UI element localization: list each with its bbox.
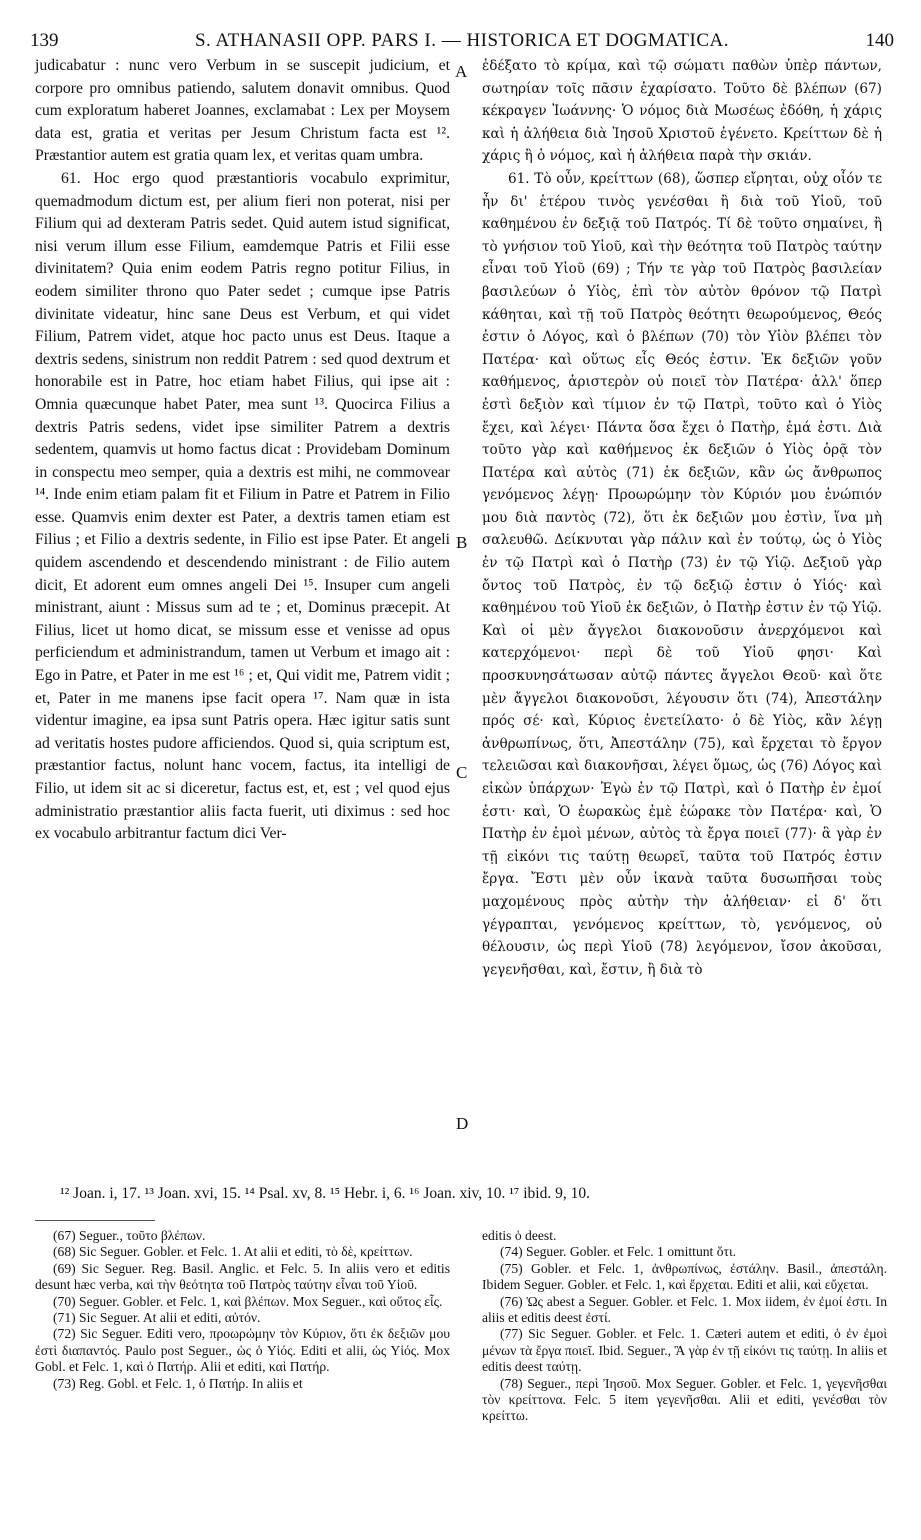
greek-paragraph-2: 61. Τὸ οὖν, κρείττων (68), ὥσπερ εἴρηται, οὐχ οἷόν τε ἦν δι' ἑτέρου τινὸς γενέσθαι ἢ διὰ τοῦ Υἱοῦ, τοῦ καθημένου ἐν δεξιᾷ τοῦ Πατρός. Τί δὲ τοῦτο σημαίνει, ἢ τὸ γνήσιον τοῦ Υἱοῦ, καὶ τὴν θεότητα τοῦ Πατρὸς ταύτην εἶναι τοῦ Υἱοῦ (69) ; Τήν τε γὰρ τοῦ Πατρὸς βασιλείαν βασιλεύων ὁ Υἱὸς, ἐπὶ τὸν αὐτὸν θρόνον τῷ Πατρὶ κάθηται, καὶ τῇ τοῦ Πατρὸς θεότητι θεωρούμενος, Θεός ἐστιν ὁ Λόγος, καὶ ὁ βλέπων (70) τὸν Υἱὸν βλέπει τὸν Πατέρα· καὶ οὕτως εἷς Θεός ἐστιν. Ἐκ δεξιῶν γοῦν καθήμενος, ἀριστερὸν οὐ ποιεῖ τὸν Πατέρα· ἀλλ' ὅπερ ἐστὶ δεξιὸν καὶ τίμιον ἐν τῷ Πατρὶ, τοῦτο καὶ ὁ Υἱὸς ἔχει, καὶ λέγει· Πάντα ὅσα ἔχει ὁ Πατὴρ, ἐμά ἐστι. Διὰ τοῦτο γὰρ καὶ καθήμενος ἐκ δεξιῶν ὁ Υἱὸς ὁρᾷ τὸν Πατέρα καὶ αὐτὸς (71) ἐκ δεξιῶν, κἂν ὡς ἄνθρωπος γενόμενος λέγῃ· Προωρώμην τὸν Κύριόν μου ἐνώπιόν μου διὰ παντὸς (72), ὅτι ἐκ δεξιῶν μου ἐστὶν, ἵνα μὴ σαλευθῶ. Δείκνυται γὰρ πάλιν καὶ ἐν τούτῳ, ὡς ὁ Υἱὸς ἐν τῷ Πατρὶ καὶ ὁ Πατὴρ (73) ἐν τῷ Υἱῷ. Δεξιοῦ γὰρ ὄντος τοῦ Πατρὸς, ἐν τῷ δεξιῷ ἐστιν ὁ Υἱός· καὶ καθημένου τοῦ Υἱοῦ ἐκ δεξιῶν, ὁ Πατὴρ ἐστιν ἐν τῷ Υἱῷ. Καὶ οἱ μὲν ἄγγελοι διακονοῦσιν ἀνερχόμενοι καὶ κατερχόμενοι· περὶ δὲ τοῦ Υἱοῦ φησι· Καὶ προσκυνησάτωσαν αὐτῷ πάντες ἄγγελοι Θεοῦ· καὶ ὅτε μὲν ἄγγελοι διακονοῦσι, λέγουσιν ὅτι (74), Ἀπεστάλην πρός σέ· καὶ, Κύριος ἐνετείλατο· ὁ δὲ Υἱὸς, κἂν λέγῃ ἀνθρωπίνως, ὅτι, Ἀπεστάλην (75), καὶ ἔρχεται τὸ ἔργον τελειῶσαι καὶ διακονῆσαι, λέγει ὅμως, ὡς (76) Λόγος καὶ εἰκὼν ὑπάρχων· Ἐγὼ ἐν τῷ Πατρὶ, καὶ ὁ Πατὴρ ἐν ἐμοί ἐστι· καὶ, Ὁ ἑωρακὼς ἐμὲ ἑώρακε τὸν Πατέρα· καὶ, Ὁ Πατὴρ ἐν ἐμοὶ μένων, αὐτὸς τὰ ἔργα ποιεῖ (77)· ἃ γὰρ ἐν τῇ εἰκόνι τις ταύτῃ θεωρεῖ, ταῦτα τοῦ Πατρός ἐστιν ἔργα. Ἔστι μὲν οὖν ἱκανὰ ταῦτα δυσωπῆσαι τοὺς μαχομένους πρὸς αὐτὴν τὴν ἀλήθειαν· εἰ δ' ὅτι γέγραπται, γενόμενος κρείττων, τὸ, γενόμενος, οὐ θέλουσιν, ὡς περὶ Υἱοῦ (78) λεγόμενον, ἴσον ἀκοῦσαι, γεγενῆσθαι, καὶ, ἔστιν, ἢ διὰ τὸ — [482, 170, 882, 978]
running-title: S. ATHANASII OPP. PARS I. — HISTORICA ET DOGMATICA. — [194, 30, 730, 51]
scripture-references: ¹² Joan. i, 17. ¹³ Joan. xvi, 15. ¹⁴ Psal. xv, 8. ¹⁵ Hebr. i, 6. ¹⁶ Joan. xiv, 10. ¹⁷ ibid. 9, 10. — [60, 1185, 590, 1202]
footnote: (74) Seguer. Gobler. et Felc. 1 omittunt ὅτι. — [500, 1244, 737, 1260]
footnote: (69) Sic Seguer. Reg. Basil. Anglic. et Felc. 5. In aliis vero et editis desunt hæc verba, καὶ τὴν θεότητα τοῦ Πατρὸς ταύτην εἶναι τοῦ Υἱοῦ. — [35, 1260, 450, 1293]
footnotes-left — [35, 1228, 450, 1392]
footnotes-right — [482, 1228, 887, 1425]
footnote: (71) Sic Seguer. At alii et editi, αὐτόν. — [53, 1310, 261, 1326]
running-header — [30, 30, 894, 56]
page-number-right: 140 — [865, 30, 894, 51]
footnote: (67) Seguer., τοῦτο βλέπων. — [53, 1228, 206, 1243]
footnote-rule — [35, 1220, 155, 1221]
footnote: (72) Sic Seguer. Editi vero, προωρώμην τὸν Κύριον, ὅτι ἐκ δεξιῶν μου ἐστὶ διαπαντός. Paulo post Seguer., ὡς ὁ Υἱός. Editi et alii, ὡς Υἱός. Mox Gobl. et Felc. 1, καὶ ὁ Πατήρ. Alii et editi, καὶ Πατήρ. — [35, 1326, 450, 1375]
latin-column — [35, 55, 450, 846]
footnote: editis ὁ deest. — [482, 1228, 557, 1243]
footnote: (78) Seguer., περὶ Ἰησοῦ. Mox Seguer. Gobler. et Felc. 1, γεγενῆσθαι τὸν κρείττονα. Felc. 5 item γεγενῆσθαι. Alii et editi, γενέσθαι τὸν κρείττω. — [482, 1375, 887, 1424]
latin-paragraph-1: judicabatur : nunc vero Verbum in se suscepit judicium, et corpore pro omnibus patiendo, salutem donavit omnibus. Quod cum exploratum haberet Joannes, exclamabat : Lex per Moysem data est, gratia et veritas per Jesum Christum facta est ¹². Præstantior autem est gratia quam lex, et veritas quam umbra. — [35, 57, 450, 165]
page-number-left: 139 — [30, 30, 59, 51]
margin-marker-d: D — [456, 1114, 469, 1133]
footnote: (75) Gobler. et Felc. 1, ἀνθρωπίνως, ἐστάλην. Basil., ἀπεστάλη. Ibidem Seguer. Gobler. et Felc. 1, καὶ ἔρχεται. Editi et alii, καὶ εὔχεται. — [482, 1260, 887, 1293]
footnote: (68) Sic Seguer. Gobler. et Felc. 1. At alii et editi, τὸ δὲ, κρείττων. — [53, 1244, 413, 1260]
footnote: (70) Seguer. Gobler. et Felc. 1, καὶ βλέπων. Mox Seguer., καὶ οὕτος εἷς. — [53, 1293, 443, 1309]
greek-paragraph-1: ἐδέξατο τὸ κρίμα, καὶ τῷ σώματι παθὼν ὑπὲρ πάντων, σωτηρίαν τοῖς πᾶσιν ἐχαρίσατο. Τοῦτο δὲ βλέπων (67) κέκραγεν Ἰωάννης· Ὁ νόμος διὰ Μωσέως ἐδόθη, ἡ χάρις καὶ ἡ ἀλήθεια διὰ Ἰησοῦ Χριστοῦ ἐγένετο. Κρείττων δὲ ἡ χάρις ἢ ὁ νόμος, καὶ ἡ ἀλήθεια παρὰ τὴν σκιάν. — [482, 58, 882, 165]
footnote: (76) Ὡς abest a Seguer. Gobler. et Felc. 1. Mox iidem, ἐν ἐμοί ἐστι. In aliis et editis deest ἐστί. — [482, 1293, 887, 1326]
greek-column — [482, 55, 882, 981]
footnote: (73) Reg. Gobl. et Felc. 1, ὁ Πατήρ. In aliis et — [53, 1375, 303, 1391]
margin-marker-a: A — [455, 62, 468, 81]
margin-marker-b: B — [456, 533, 468, 552]
latin-paragraph-2: 61. Hoc ergo quod præstantioris vocabulo exprimitur, quemadmodum dictum est, per alium fieri non poterat, nisi per Filium qui ad dexteram Patris sedet. Quid autem istud significat, nisi verum illum esse Filium, eamdemque Patris et Filii esse divinitatem? Quia enim eodem Patris regno potitur Filius, in eodem similiter throno quo Pater sedet ; cumque ipse Patris divinitate videatur, hinc sane Deus est Verbum, et qui videt Filium, Patrem videt, atque hoc pacto unus est Deus. Itaque a dextris sedens, sinistrum non reddit Patrem : sed quod dextrum et honorabile est in Patre, hoc etiam habet Filius, qui ipse ait : Omnia quæcunque habet Pater, mea sunt ¹³. Quocirca Filius a dextris Patris sedens, videt ipse similiter Patrem a dextris sedentem, quamvis ut homo factus dicat : Providebam Dominum in conspectu meo semper, quia a dextris est mihi, ne commovear ¹⁴. Inde enim etiam palam fit et Filium in Patre et Patrem in Filio esse. Quamvis enim dexter est Pater, a dextris tamen etiam est Filius ; et Filio a dextris sedente, in Filio est ipse Pater. Et angeli quidem ascendendo et descendendo ministrant : de Filio autem dicit, Et adorent eum omnes angeli Dei ¹⁵. Insuper cum angeli ministrant, aiunt : Missus sum ad te ; et, Dominus præcepit. At Filius, licet ut homo dicat, se missum esse et venisse ad opus perficiendum et administrandum, tamen ut Verbum et imago ait : Ego in Patre, et Pater in me est ¹⁶ ; et, Qui vidit me, Patrem vidit ; et, Pater in me manens ipse facit opera ¹⁷. Nam quæ in ista videntur imagine, ea ipsa sunt Patris opera. Hæc igitur satis sunt ad veritatis hostes pudore afficiendos. Quod si, quia scriptum est, præstantior factus, nolunt hanc vocem, factus, ita intelligi de Filio, ut idem sit ac si diceretur, factus est, et, est ; vel quod ejus administratio præstantior aliis facta fuerit, uti diximus : sed hoc ex vocabulo arbitrantur factum dici Ver- — [35, 169, 450, 843]
footnote: (77) Sic Seguer. Gobler. et Felc. 1. Cæteri autem et editi, ὁ ἐν ἐμοὶ μένων τὰ ἔργα ποιεῖ. Ibid. Seguer., Ἃ γὰρ ἐν τῇ εἰκόνι τις ταύτῃ. In aliis et editis deest ταύτῃ. — [482, 1326, 887, 1375]
margin-marker-c: C — [456, 763, 468, 782]
